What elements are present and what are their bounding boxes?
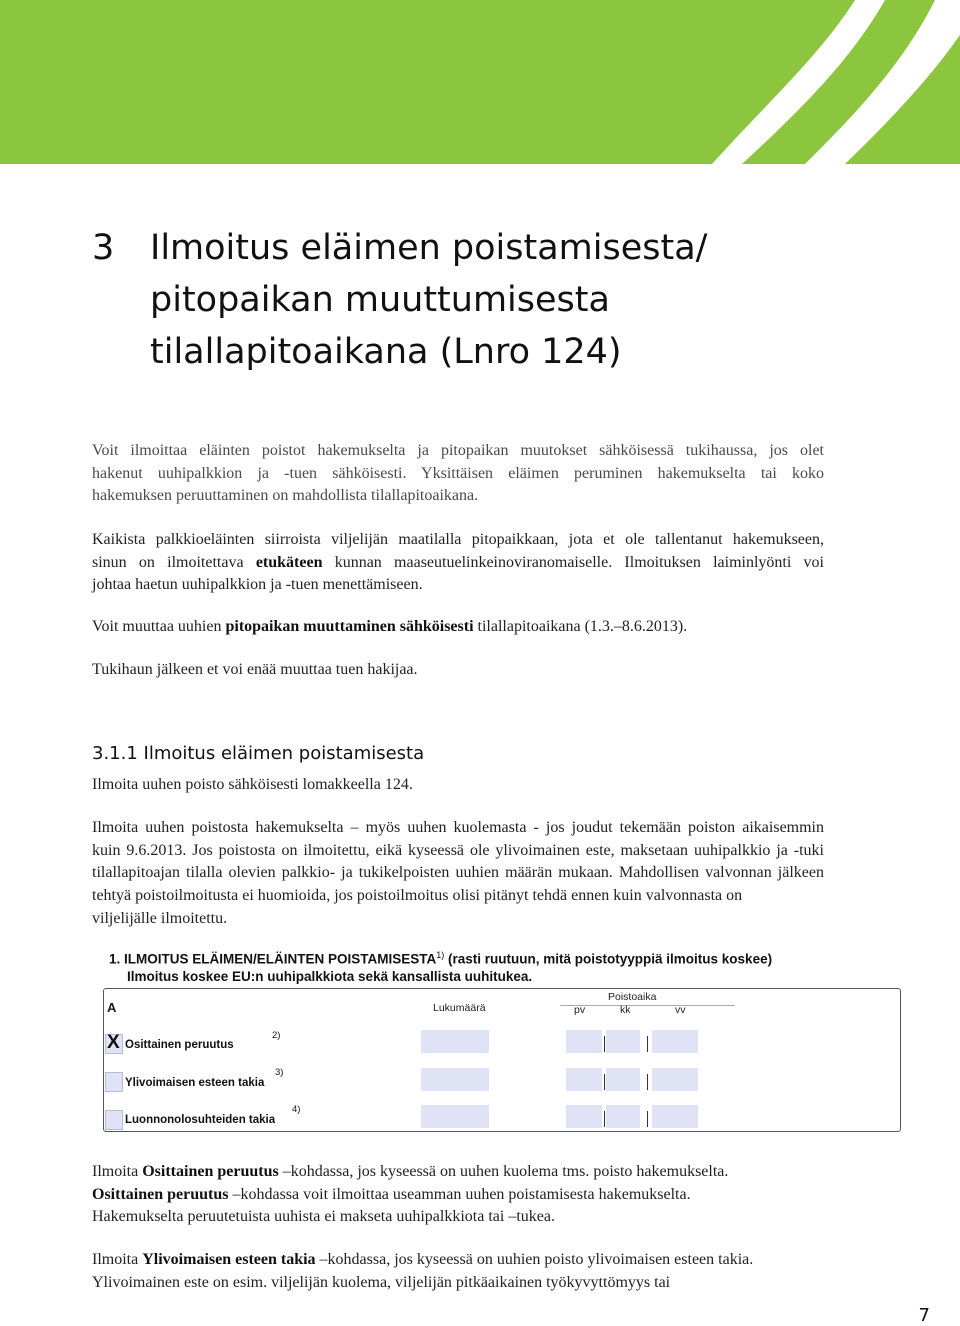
date-separator xyxy=(647,1036,648,1052)
emphasis-text: pitopaikan muuttaminen sähköisesti xyxy=(225,618,474,635)
footnote-marker: 1) xyxy=(436,950,445,960)
text-run: Ilmoita xyxy=(92,1163,143,1180)
form-title-text: 1. ILMOITUS ELÄIMEN/ELÄINTEN POISTAMISESTA xyxy=(109,951,437,967)
form-title-instruction: (rasti ruutuun, mitä poistotyyppiä ilmoitus koskee) xyxy=(444,951,773,967)
checkbox-ylivoimainen-este[interactable] xyxy=(105,1072,123,1092)
checkbox-osittainen-peruutus[interactable] xyxy=(105,1034,123,1054)
section-line: tehtyä poistoilmoitusta ei huomioida, jos poistoilmoitus olisi pitänyt tehdä ennen kuin valvonnasta on xyxy=(92,887,743,905)
column-header-removal-date: Poistoaika xyxy=(608,991,657,1003)
chapter-number: 3 xyxy=(92,228,115,268)
pitopaikka-paragraph xyxy=(92,616,824,639)
year-field[interactable] xyxy=(652,1068,698,1091)
form-subtitle: Ilmoitus koskee EU:n uuhipalkkiota sekä kansallista uuhitukea. xyxy=(127,969,533,984)
section-intro xyxy=(92,774,824,797)
text-run: kunnan maaseutuelinkeinoviranomaiselle. Ilmoituksen laiminlyönti voi xyxy=(322,553,825,571)
column-header-count: Lukumäärä xyxy=(433,1002,486,1014)
day-field[interactable] xyxy=(566,1068,602,1091)
header-banner xyxy=(0,0,960,164)
checkbox-mark: X xyxy=(107,1032,120,1053)
transfers-line: Kaikista palkkioeläinten siirroista viljelijän maatilalla pitopaikkaan, jota et ole tallentanut hakemukseen, xyxy=(92,531,824,548)
column-header-vv: vv xyxy=(675,1004,686,1016)
emphasis-text: Osittainen peruutus xyxy=(142,1163,279,1180)
text-run: –kohdassa voit ilmoittaa useamman uuhen poistamisesta hakemukselta. xyxy=(228,1185,691,1203)
count-field[interactable] xyxy=(421,1030,489,1053)
page-number: 7 xyxy=(918,1305,930,1326)
text-line: Hakemukselta peruutetuista uuhista ei makseta uuhipalkkiota tai –tukea. xyxy=(92,1208,555,1226)
date-separator xyxy=(604,1074,605,1090)
intro-line: hakenut uuhipalkkion ja -tuen sähköisesti. Yksittäisen eläimen peruminen hakemukselta tai koko xyxy=(92,464,824,482)
date-separator xyxy=(647,1074,648,1090)
intro-line: hakemuksen peruuttaminen on mahdollista tilallapitoaikana. xyxy=(92,487,479,505)
text-run: tilallapitoaikana (1.3.–8.6.2013). xyxy=(473,618,688,635)
column-header-kk: kk xyxy=(620,1004,631,1016)
month-field[interactable] xyxy=(606,1068,640,1091)
count-field[interactable] xyxy=(421,1105,489,1128)
text-run: –kohdassa, jos kyseessä on uuhen kuolema tms. poisto hakemukselta. xyxy=(278,1163,729,1180)
form-title xyxy=(109,950,772,967)
section-intro-text: Ilmoita uuhen poisto sähköisesti lomakkeella 124. xyxy=(92,776,413,793)
section-line: Ilmoita uuhen poistosta hakemukselta – myös uuhen kuolemasta - jos joudut tekemään poiston aikaisemmin xyxy=(92,819,824,836)
date-separator xyxy=(647,1111,648,1127)
day-field[interactable] xyxy=(566,1030,602,1053)
count-field[interactable] xyxy=(421,1068,489,1091)
date-separator xyxy=(604,1036,605,1052)
text-line: Ylivoimainen este on esim. viljelijän kuolema, viljelijän pitkäaikainen työkyvyttömyys tai xyxy=(92,1273,671,1291)
text-run: sinun on ilmoitettava xyxy=(92,553,256,571)
day-field[interactable] xyxy=(566,1105,602,1128)
column-header-divider xyxy=(560,1005,735,1006)
row-label-ylivoimainen-este: Ylivoimaisen esteen takia xyxy=(125,1077,265,1089)
checkbox-luonnonolosuhteet[interactable] xyxy=(105,1110,123,1130)
hakija-text: Tukihaun jälkeen et voi enää muuttaa tuen hakijaa. xyxy=(92,661,418,678)
month-field[interactable] xyxy=(606,1105,640,1128)
date-separator xyxy=(604,1111,605,1127)
section-line: viljelijälle ilmoitettu. xyxy=(92,909,228,927)
hakija-paragraph xyxy=(92,659,824,682)
year-field[interactable] xyxy=(652,1030,698,1053)
leaf-decoration-icon xyxy=(0,0,960,164)
intro-line: Voit ilmoittaa eläinten poistot hakemukselta ja pitopaikan muutokset sähköisessä tukihaussa, jos olet xyxy=(92,442,824,459)
section-line: kuin 9.6.2013. Jos poistosta on ilmoitettu, eikä kyseessä ole ylivoimainen este, maksetaan uuhipalkkio ja -tuki xyxy=(92,841,824,859)
row-footnote: 3) xyxy=(275,1067,284,1078)
osittainen-peruutus-explanation xyxy=(92,1161,824,1229)
form-section-letter: A xyxy=(107,1000,117,1015)
month-field[interactable] xyxy=(606,1030,640,1053)
row-footnote: 2) xyxy=(272,1030,281,1041)
emphasis-text: Ylivoimaisen esteen takia xyxy=(142,1251,316,1268)
text-run: –kohdassa, jos kyseessä on uuhien poisto ylivoimaisen esteen takia. xyxy=(315,1251,754,1268)
section-line: tilallapitoajan tilalla olevien palkkio- ja tukikelpoisten uuhien määrän mukaan. Mahdollisen valvonnan jälkeen xyxy=(92,864,824,882)
year-field[interactable] xyxy=(652,1105,698,1128)
ylivoimainen-este-explanation xyxy=(92,1249,824,1294)
intro-paragraph xyxy=(92,440,824,508)
text-run: Ilmoita xyxy=(92,1251,143,1268)
column-header-pv: pv xyxy=(574,1004,586,1016)
row-label-luonnonolosuhteet: Luonnonolosuhteiden takia xyxy=(125,1114,276,1126)
section-heading: 3.1.1 Ilmoitus eläimen poistamisesta xyxy=(92,743,425,764)
transfers-line xyxy=(92,552,824,575)
form-section-box xyxy=(103,988,901,1132)
emphasis-text: etukäteen xyxy=(255,553,323,571)
transfers-paragraph xyxy=(92,529,824,597)
section-paragraph xyxy=(92,817,824,931)
chapter-title-text: Ilmoitus eläimen poistamisesta/ pitopaikan muuttumisesta tilallapitoaikana (Lnro 124) xyxy=(150,228,708,372)
text-run: Voit muuttaa uuhien xyxy=(92,618,226,635)
transfers-line: johtaa haetun uuhipalkkion ja -tuen menettämiseen. xyxy=(92,576,423,594)
emphasis-text: Osittainen peruutus xyxy=(92,1185,229,1203)
row-label-osittainen-peruutus: Osittainen peruutus xyxy=(125,1039,234,1051)
removal-form-excerpt xyxy=(100,948,902,1134)
row-footnote: 4) xyxy=(292,1104,301,1115)
